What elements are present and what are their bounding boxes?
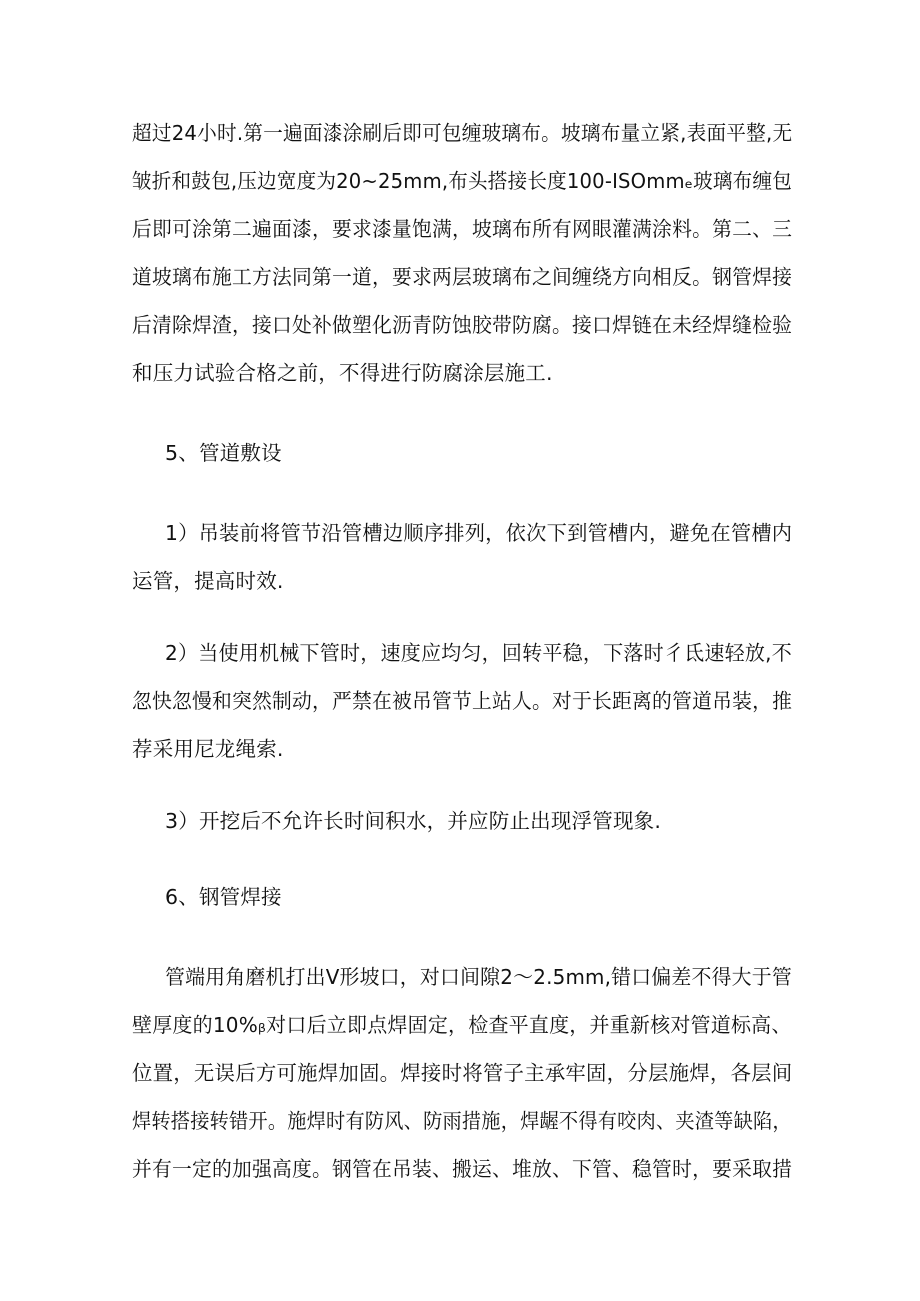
body-text-line: 和压力试验合格之前，不得进行防腐涂层施工. xyxy=(132,361,553,385)
body-text-line: 壁厚度的10%ᵦ对口后立即点焊固定，检查平直度，并重新核对管道标高、 xyxy=(132,1013,792,1037)
body-text-line: 并有一定的加强高度。钢管在吊装、搬运、堆放、下管、稳管时，要采取措 xyxy=(132,1157,793,1181)
section-heading: 6、钢管焊接 xyxy=(165,885,282,909)
body-text-line: 后即可涂第二遍面漆，要求漆量饱满，坡璃布所有网眼灌满涂料。第二、三 xyxy=(132,217,793,241)
section-heading: 5、管道敷设 xyxy=(165,441,282,465)
body-text-line: 道坡璃布施工方法同第一道，要求两层玻璃布之间缠绕方向相反。钢管焊接 xyxy=(132,265,793,289)
list-item-text: 运管，提高时效. xyxy=(132,569,284,593)
list-item-text: 1）吊装前将管节沿管槽边顺序排列，依次下到管槽内，避免在管槽内 xyxy=(165,521,793,545)
body-text-line: 焊转搭接转错开。施焊时有防风、防雨措施，焊龌不得有咬肉、夹渣等缺陷， xyxy=(132,1109,792,1133)
list-item-text: 荐采用尼龙绳索. xyxy=(132,737,284,761)
list-item-text: 2）当使用机械下管时，速度应均匀，回转平稳，下落时彳氐速轻放,不 xyxy=(165,641,792,665)
body-text-line: 位置，无误后方可施焊加固。焊接时将管子主承牢固，分层施焊，各层间 xyxy=(132,1061,793,1085)
body-text-line: 后清除焊渣，接口处补做塑化沥青防蚀胶带防腐。接口焊链在未经焊缝检验 xyxy=(132,313,793,337)
body-text-line: 皱折和鼓包,压边宽度为20~25mm,布头搭接长度100-ISOmmₑ玻璃布缠包 xyxy=(132,169,793,193)
list-item-text: 忽快忽慢和突然制动，严禁在被吊管节上站人。对于长距离的管道吊装，推 xyxy=(132,689,793,713)
list-item-text: 3）开挖后不允许长时间积水，并应防止出现浮管现象. xyxy=(165,809,662,833)
body-text-line: 管端用角磨机打出V形坡口，对口间隙2～2.5mm,错口偏差不得大于管 xyxy=(165,965,792,989)
body-text-line: 超过24小时.第一遍面漆涂刷后即可包缠玻璃布。坡璃布量立紧,表面平整,无 xyxy=(132,121,793,145)
